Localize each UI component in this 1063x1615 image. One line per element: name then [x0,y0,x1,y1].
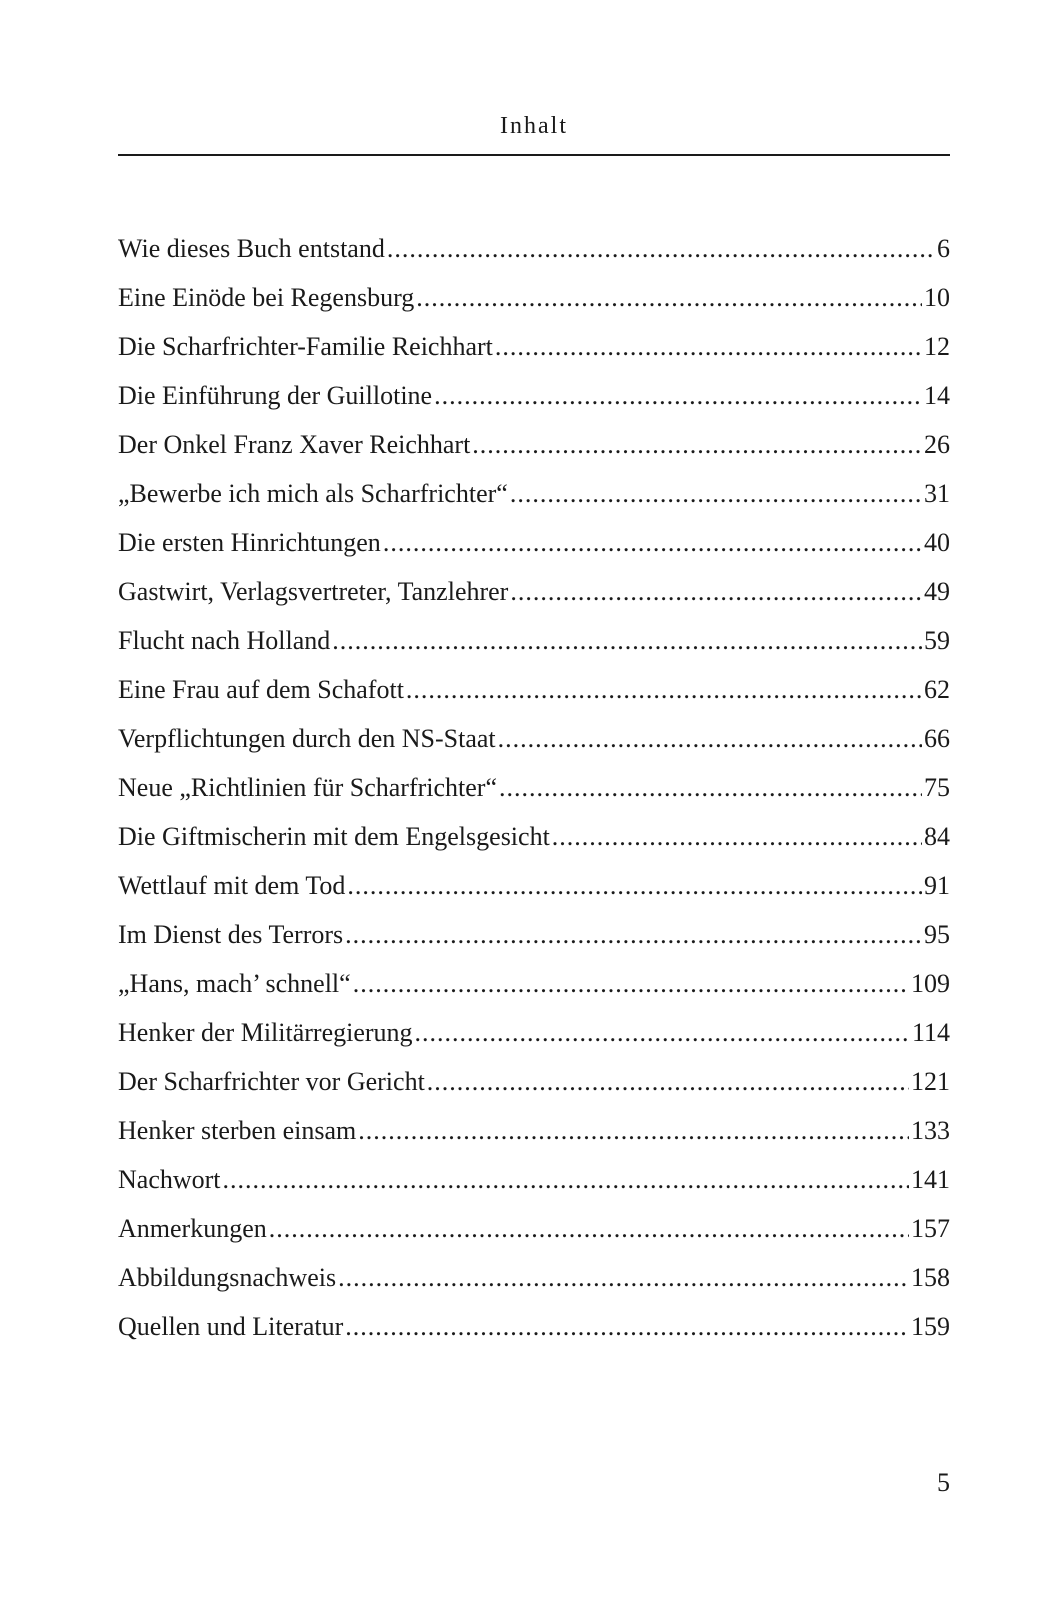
toc-entry-page: 6 [937,234,950,263]
dot-leader [358,1106,909,1155]
toc-entry [118,1106,950,1155]
toc-entry-title: Wettlauf mit dem Tod [118,871,346,900]
toc-entry-title: „Hans, mach’ schnell“ [118,969,351,998]
toc-entry [118,1008,950,1057]
toc-entry [118,910,950,959]
dot-leader [416,273,922,322]
toc-entry-page: 49 [924,577,950,606]
toc-entry-title: Verpflichtungen durch den NS-Staat [118,724,496,753]
toc-entry-page: 133 [911,1116,950,1145]
toc-entry-page: 95 [924,920,950,949]
toc-entry-page: 84 [924,822,950,851]
toc-entry-page: 75 [924,773,950,802]
toc-entry [118,616,950,665]
toc-entry [118,224,950,273]
dot-leader [383,518,922,567]
toc-entry-title: Die Scharfrichter-Familie Reichhart [118,332,493,361]
toc-entry-title: Abbildungsnachweis [118,1263,337,1292]
toc-entry-title: Die Giftmischerin mit dem Engelsgesicht [118,822,550,851]
toc-entry-page: 66 [924,724,950,753]
toc-entry-title: Nachwort [118,1165,221,1194]
toc-entry [118,665,950,714]
toc-entry [118,763,950,812]
toc-entry-title: Im Dienst des Terrors [118,920,344,949]
toc-entry-page: 159 [911,1312,950,1341]
toc-entry [118,714,950,763]
toc-entry-title: Der Scharfrichter vor Gericht [118,1067,425,1096]
toc-entry-page: 141 [911,1165,950,1194]
toc-entry [118,371,950,420]
dot-leader [345,910,922,959]
toc-entry-title: Eine Frau auf dem Schafott [118,675,404,704]
dot-leader [347,861,922,910]
toc-entry-title: Quellen und Literatur [118,1312,344,1341]
header-rule [118,154,950,156]
toc-entry-page: 40 [924,528,950,557]
toc-entry [118,322,950,371]
page-number: 5 [937,1468,950,1497]
dot-leader [269,1204,909,1253]
dot-leader [353,959,909,1008]
toc-entry-page: 121 [911,1067,950,1096]
toc-entry-page: 157 [911,1214,950,1243]
toc-entry-title: Henker sterben einsam [118,1116,357,1145]
dot-leader [499,763,922,812]
toc-entry [118,1204,950,1253]
toc-entry-page: 14 [924,381,950,410]
toc-entry [118,273,950,322]
toc-entry [118,861,950,910]
toc-entry-title: Die Einführung der Guillotine [118,381,433,410]
dot-leader [415,1008,910,1057]
page-title: Inhalt [500,113,568,139]
toc-entry [118,959,950,1008]
toc-entry [118,1057,950,1106]
toc-entry [118,518,950,567]
dot-leader [434,371,922,420]
toc-entry-title: Flucht nach Holland [118,626,331,655]
dot-leader [338,1253,909,1302]
toc-entry-title: Anmerkungen [118,1214,267,1243]
toc-entry [118,469,950,518]
dot-leader [510,567,922,616]
dot-leader [510,469,922,518]
dot-leader [552,812,922,861]
toc-entry-title: Eine Einöde bei Regensburg [118,283,415,312]
toc-entry-page: 62 [924,675,950,704]
dot-leader [223,1155,909,1204]
toc-entry [118,1253,950,1302]
toc-entry [118,420,950,469]
toc-entry-title: Henker der Militärregierung [118,1018,413,1047]
toc-entry [118,812,950,861]
dot-leader [472,420,922,469]
toc-entry [118,1302,950,1351]
dot-leader [332,616,922,665]
toc-entry [118,567,950,616]
toc-entry-page: 31 [924,479,950,508]
toc-entry [118,1155,950,1204]
toc-entry-page: 10 [924,283,950,312]
toc-entry-title: „Bewerbe ich mich als Scharfrichter“ [118,479,508,508]
toc-entry-title: Neue „Richtlinien für Scharfrichter“ [118,773,497,802]
dot-leader [387,224,935,273]
toc-entry-title: Gastwirt, Verlagsvertreter, Tanzlehrer [118,577,509,606]
toc-entry-page: 12 [924,332,950,361]
toc-entry-page: 91 [924,871,950,900]
toc-entry-page: 59 [924,626,950,655]
toc-entry-title: Der Onkel Franz Xaver Reichhart [118,430,471,459]
toc-entry-page: 109 [911,969,950,998]
dot-leader [495,322,922,371]
dot-leader [406,665,922,714]
toc-entry-page: 26 [924,430,950,459]
dot-leader [427,1057,909,1106]
dot-leader [498,714,922,763]
toc-entry-title: Die ersten Hinrichtungen [118,528,381,557]
toc-entry-title: Wie dieses Buch entstand [118,234,385,263]
table-of-contents [118,224,950,1351]
toc-entry-page: 114 [911,1018,950,1047]
toc-entry-page: 158 [911,1263,950,1292]
dot-leader [345,1302,909,1351]
